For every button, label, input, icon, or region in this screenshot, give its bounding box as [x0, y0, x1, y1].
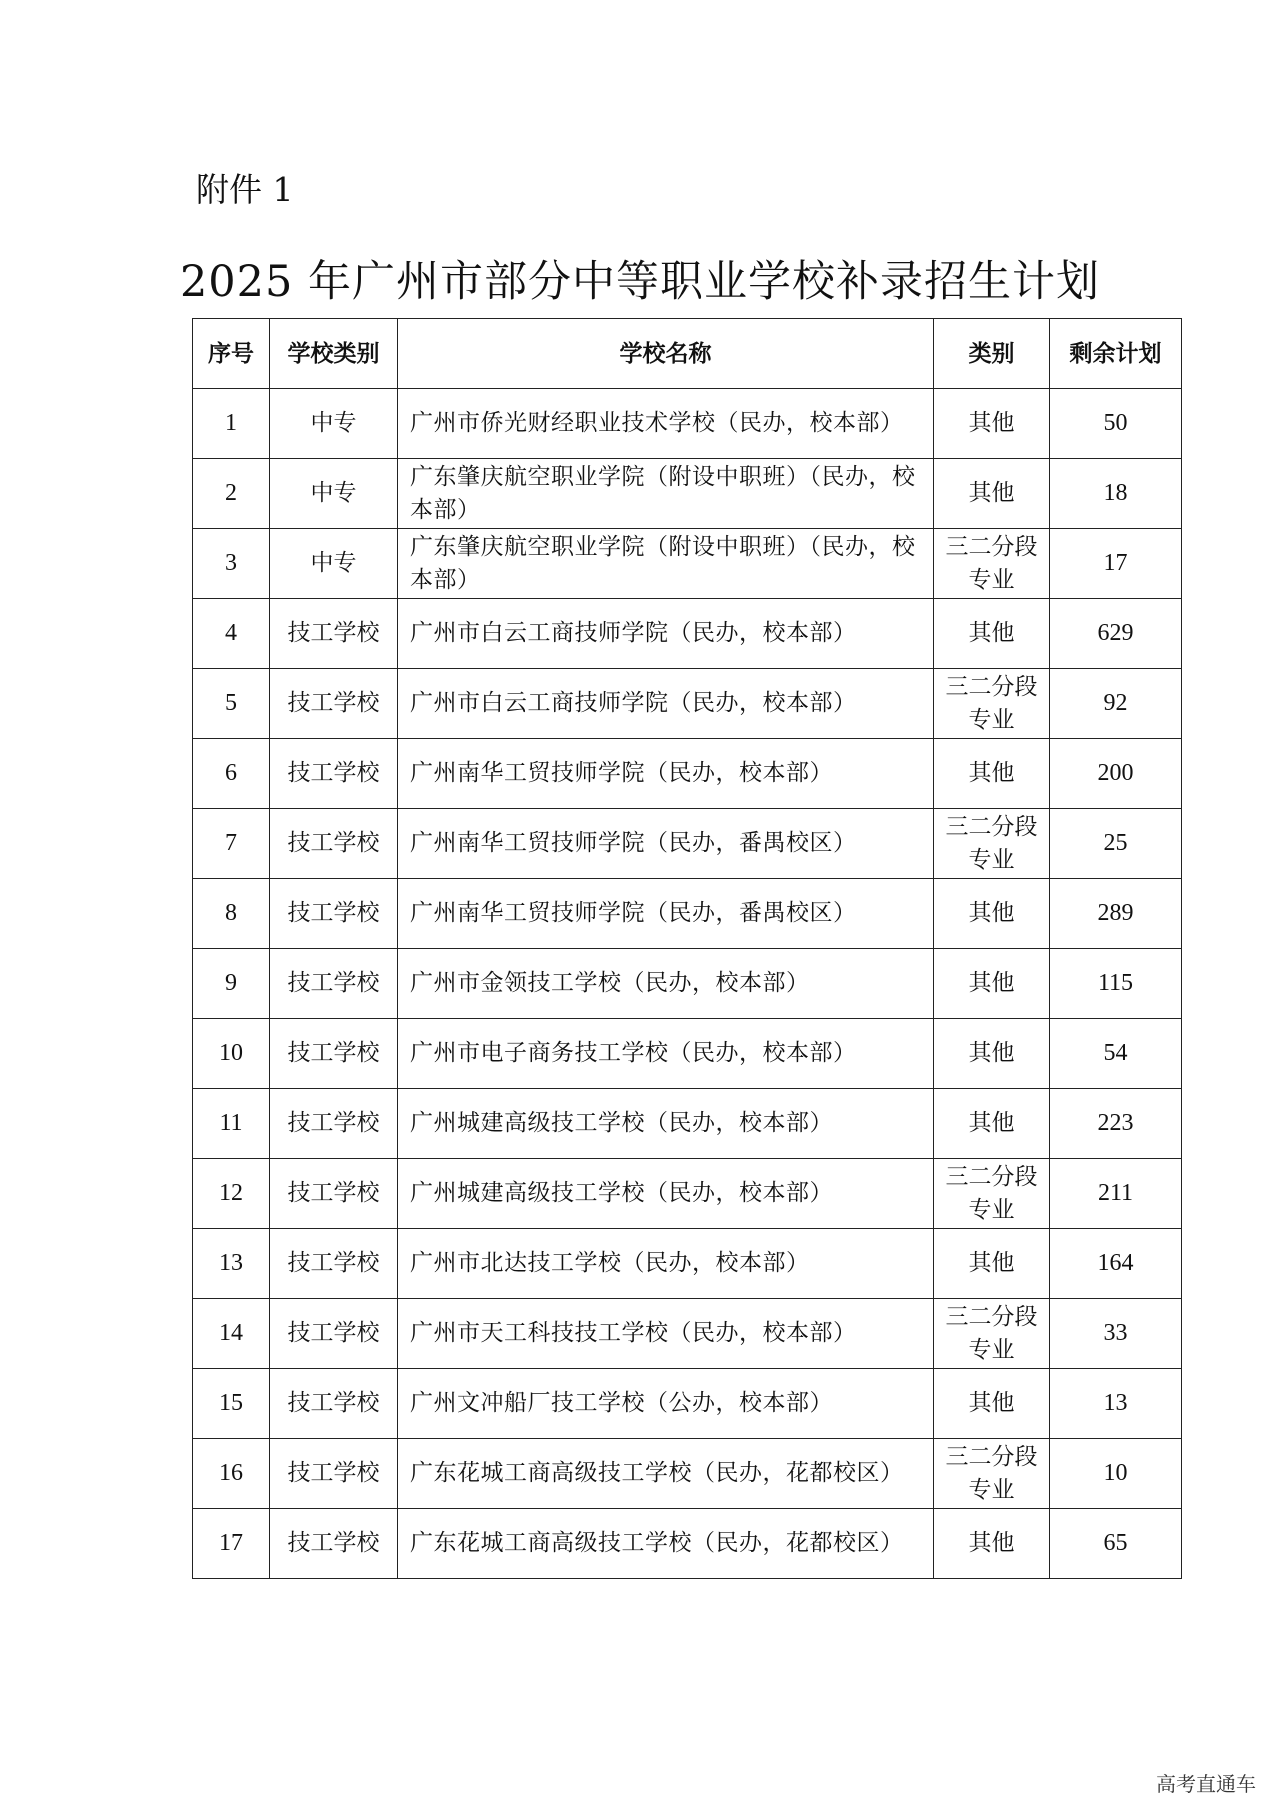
cell-school-type: 技工学校: [270, 1229, 398, 1299]
cell-index: 2: [193, 459, 270, 529]
cell-school-name: 广州市金领技工学校（民办，校本部）: [398, 949, 934, 1019]
cell-index: 6: [193, 739, 270, 809]
cell-school-name: 广东花城工商高级技工学校（民办，花都校区）: [398, 1439, 934, 1509]
cell-remaining-plan: 92: [1050, 669, 1182, 739]
cell-school-type: 中专: [270, 459, 398, 529]
cell-school-type: 技工学校: [270, 809, 398, 879]
table-row: [193, 529, 1182, 599]
cell-index: 15: [193, 1369, 270, 1439]
enrollment-plan-table: [192, 318, 1182, 1579]
table-row: [193, 599, 1182, 669]
cell-category: 其他: [934, 1229, 1050, 1299]
header-index: 序号: [193, 319, 270, 389]
cell-school-type: 技工学校: [270, 1159, 398, 1229]
header-category: 类别: [934, 319, 1050, 389]
table-body: [193, 389, 1182, 1579]
document-title: 2025 年广州市部分中等职业学校补录招生计划: [179, 257, 1101, 307]
cell-category: 其他: [934, 1509, 1050, 1579]
cell-remaining-plan: 10: [1050, 1439, 1182, 1509]
cell-remaining-plan: 50: [1050, 389, 1182, 459]
cell-index: 10: [193, 1019, 270, 1089]
cell-school-type: 技工学校: [270, 879, 398, 949]
cell-remaining-plan: 17: [1050, 529, 1182, 599]
cell-remaining-plan: 629: [1050, 599, 1182, 669]
cell-remaining-plan: 115: [1050, 949, 1182, 1019]
cell-category: 其他: [934, 879, 1050, 949]
cell-category: 三二分段专业: [934, 1439, 1050, 1509]
cell-school-name: 广东花城工商高级技工学校（民办，花都校区）: [398, 1509, 934, 1579]
cell-remaining-plan: 223: [1050, 1089, 1182, 1159]
cell-category: 三二分段专业: [934, 1299, 1050, 1369]
cell-school-type: 技工学校: [270, 1509, 398, 1579]
cell-category: 其他: [934, 949, 1050, 1019]
header-remaining-plan: 剩余计划: [1050, 319, 1182, 389]
cell-school-type: 技工学校: [270, 1299, 398, 1369]
cell-school-name: 广州市白云工商技师学院（民办，校本部）: [398, 599, 934, 669]
cell-school-name: 广州市白云工商技师学院（民办，校本部）: [398, 669, 934, 739]
table-row: [193, 739, 1182, 809]
cell-school-name: 广州南华工贸技师学院（民办，番禺校区）: [398, 879, 934, 949]
cell-remaining-plan: 211: [1050, 1159, 1182, 1229]
cell-school-type: 技工学校: [270, 1439, 398, 1509]
cell-index: 7: [193, 809, 270, 879]
cell-school-name: 广州城建高级技工学校（民办，校本部）: [398, 1089, 934, 1159]
cell-school-name: 广州市北达技工学校（民办，校本部）: [398, 1229, 934, 1299]
cell-index: 4: [193, 599, 270, 669]
header-school-type: 学校类别: [270, 319, 398, 389]
cell-remaining-plan: 33: [1050, 1299, 1182, 1369]
cell-category: 其他: [934, 1369, 1050, 1439]
watermark: 高考直通车: [1156, 1772, 1256, 1796]
header-school-name: 学校名称: [398, 319, 934, 389]
cell-remaining-plan: 200: [1050, 739, 1182, 809]
cell-school-name: 广州南华工贸技师学院（民办，番禺校区）: [398, 809, 934, 879]
cell-index: 3: [193, 529, 270, 599]
cell-index: 9: [193, 949, 270, 1019]
cell-remaining-plan: 164: [1050, 1229, 1182, 1299]
cell-category: 其他: [934, 1019, 1050, 1089]
cell-school-name: 广州文冲船厂技工学校（公办，校本部）: [398, 1369, 934, 1439]
cell-remaining-plan: 54: [1050, 1019, 1182, 1089]
table-row: [193, 1229, 1182, 1299]
cell-category: 其他: [934, 389, 1050, 459]
cell-category: 其他: [934, 1089, 1050, 1159]
table-row: [193, 459, 1182, 529]
cell-category: 三二分段专业: [934, 809, 1050, 879]
table-row: [193, 389, 1182, 459]
cell-index: 11: [193, 1089, 270, 1159]
cell-school-type: 中专: [270, 389, 398, 459]
cell-school-type: 技工学校: [270, 1089, 398, 1159]
cell-school-type: 技工学校: [270, 739, 398, 809]
cell-index: 1: [193, 389, 270, 459]
cell-index: 16: [193, 1439, 270, 1509]
cell-remaining-plan: 65: [1050, 1509, 1182, 1579]
table-row: [193, 1089, 1182, 1159]
cell-school-type: 中专: [270, 529, 398, 599]
cell-index: 14: [193, 1299, 270, 1369]
cell-school-name: 广州市电子商务技工学校（民办，校本部）: [398, 1019, 934, 1089]
cell-index: 5: [193, 669, 270, 739]
table-row: [193, 1509, 1182, 1579]
cell-category: 三二分段专业: [934, 529, 1050, 599]
cell-category: 其他: [934, 599, 1050, 669]
cell-category: 其他: [934, 459, 1050, 529]
cell-category: 三二分段专业: [934, 1159, 1050, 1229]
table-row: [193, 809, 1182, 879]
cell-remaining-plan: 18: [1050, 459, 1182, 529]
cell-school-type: 技工学校: [270, 669, 398, 739]
table-row: [193, 669, 1182, 739]
cell-school-name: 广州市侨光财经职业技术学校（民办，校本部）: [398, 389, 934, 459]
cell-index: 8: [193, 879, 270, 949]
cell-school-type: 技工学校: [270, 1019, 398, 1089]
table-row: [193, 1299, 1182, 1369]
cell-category: 三二分段专业: [934, 669, 1050, 739]
cell-school-type: 技工学校: [270, 1369, 398, 1439]
cell-index: 17: [193, 1509, 270, 1579]
table-row: [193, 1439, 1182, 1509]
cell-school-name: 广州城建高级技工学校（民办，校本部）: [398, 1159, 934, 1229]
table-row: [193, 1369, 1182, 1439]
table-row: [193, 949, 1182, 1019]
cell-remaining-plan: 289: [1050, 879, 1182, 949]
table-row: [193, 879, 1182, 949]
cell-school-type: 技工学校: [270, 599, 398, 669]
table-header-row: [193, 319, 1182, 389]
cell-school-name: 广东肇庆航空职业学院（附设中职班）（民办，校本部）: [398, 529, 934, 599]
cell-school-name: 广东肇庆航空职业学院（附设中职班）（民办，校本部）: [398, 459, 934, 529]
table-row: [193, 1159, 1182, 1229]
cell-remaining-plan: 25: [1050, 809, 1182, 879]
cell-index: 12: [193, 1159, 270, 1229]
cell-category: 其他: [934, 739, 1050, 809]
table-row: [193, 1019, 1182, 1089]
cell-school-name: 广州南华工贸技师学院（民办，校本部）: [398, 739, 934, 809]
cell-index: 13: [193, 1229, 270, 1299]
cell-school-type: 技工学校: [270, 949, 398, 1019]
cell-remaining-plan: 13: [1050, 1369, 1182, 1439]
cell-school-name: 广州市天工科技技工学校（民办，校本部）: [398, 1299, 934, 1369]
annex-label: 附件 1: [196, 170, 294, 209]
